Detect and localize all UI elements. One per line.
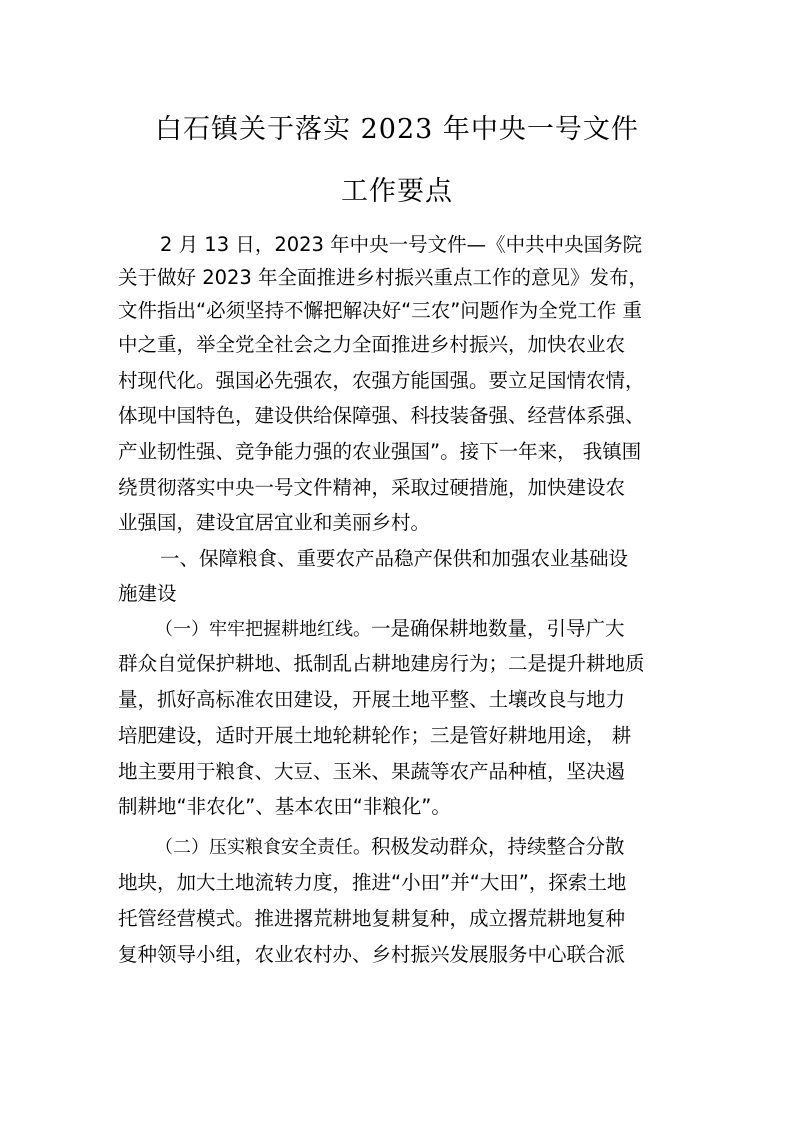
item-2-text: 积极发动群众，持续整合分散: [371, 835, 625, 858]
item-2-line: 复种领导小组，农业农村办、乡村振兴发展服务中心联合派: [118, 943, 626, 966]
intro-line: 体现中国特色，建设供给保障强、科技装备强、经营体系强、: [118, 404, 645, 427]
intro-line: 业强国，建设宜居宜业和美丽乡村。: [118, 511, 431, 534]
intro-line: 2 月 13 日，2023 年中央一号文件—《中共中央国务院: [160, 233, 643, 256]
intro-line: 村现代化。强国必先强农，农强方能国强。要立足国情农情，: [118, 369, 645, 392]
item-1-first-line: [155, 617, 688, 642]
intro-line: 中之重，举全党全社会之力全面推进乡村振兴，加快农业农: [118, 333, 626, 356]
item-1-line: 量，抓好高标准农田建设，开展土地平整、土壤改良与地力: [118, 688, 626, 711]
section-heading-line: 一、保障粮食、重要农产品稳产保供和加强农业基础设: [160, 547, 629, 570]
item-2-label: （二）压实粮食安全责任。: [155, 837, 371, 858]
section-heading-line: 施建设: [118, 582, 177, 605]
item-1-line: 培肥建设，适时开展土地轮耕轮作；三是管好耕地用途， 耕: [118, 724, 632, 747]
document-title-line-2: 工作要点: [341, 176, 453, 207]
item-1-label: （一）牢牢把握耕地红线。: [155, 619, 371, 640]
intro-line: 文件指出“必须坚持不懈把解决好“三农”问题作为全党工作 重: [118, 299, 643, 322]
item-2-line: 托管经营模式。推进撂荒耕地复耕复种，成立撂荒耕地复种: [118, 907, 626, 930]
item-2-first-line: [155, 835, 688, 860]
item-1-text: 一是确保耕地数量，引导广大: [371, 617, 625, 640]
intro-line: 产业韧性强、竞争能力强的农业强国”。接下一年来， 我镇围: [118, 440, 642, 463]
document-title-line-1: 白石镇关于落实 2023 年中央一号文件: [155, 114, 639, 145]
item-1-line: 群众自觉保护耕地、抵制乱占耕地建房行为；二是提升耕地质: [118, 652, 645, 675]
intro-line: 关于做好 2023 年全面推进乡村振兴重点工作的意见》发布，: [118, 266, 649, 289]
item-1-line: 地主要用于粮食、大豆、玉米、果蔬等农产品种植，坚决遏: [118, 760, 626, 783]
intro-line: 绕贯彻落实中央一号文件精神，采取过硬措施，加快建设农: [118, 476, 626, 499]
item-1-line: 制耕地“非农化”、基本农田“非粮化”。: [118, 795, 451, 818]
item-2-line: 地块，加大土地流转力度，推进“小田”并“大田”，探索土地: [118, 871, 627, 894]
